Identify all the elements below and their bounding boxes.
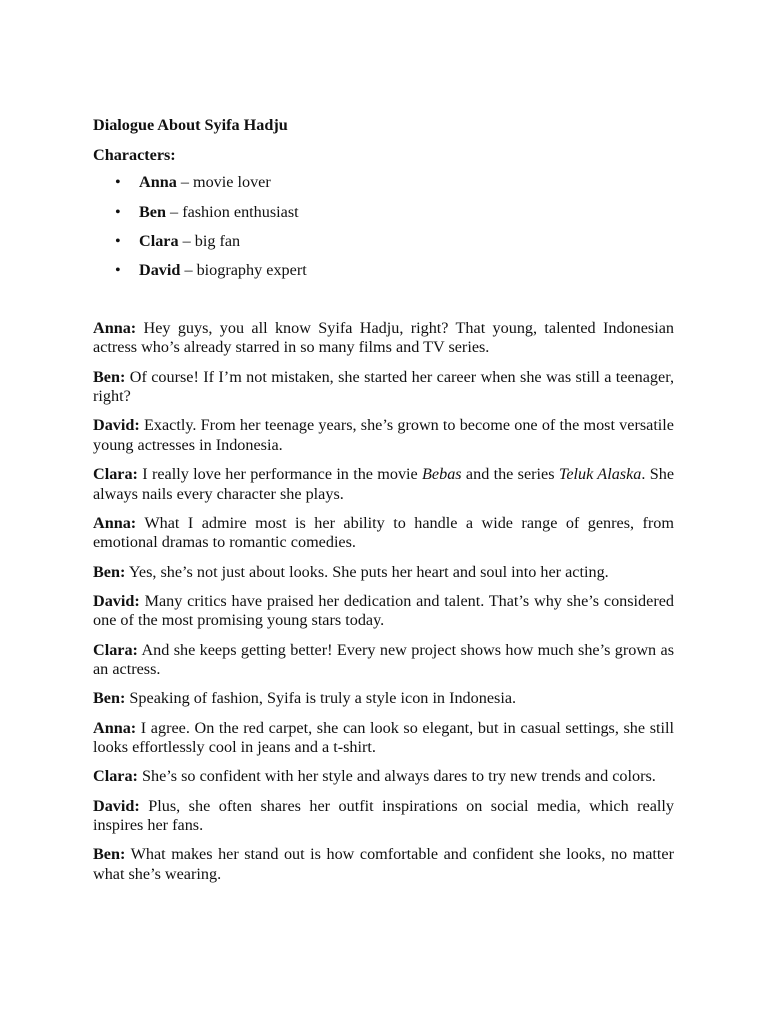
bullet-icon: • — [115, 202, 121, 221]
character-description: – movie lover — [176, 173, 271, 192]
speaker-name: Anna: — [93, 718, 137, 737]
dialogue-section — [93, 319, 674, 885]
dialogue-line — [93, 465, 674, 504]
speaker-name: Anna: — [93, 318, 137, 337]
dialogue-text: Speaking of fashion, Syifa is truly a style icon in Indonesia. — [125, 689, 517, 708]
speaker-name: Anna: — [93, 513, 137, 532]
dialogue-text: I agree. On the red carpet, she can look so elegant, but in casual settings, she still looks effortlessly cool in jeans and a t-shirt. — [93, 718, 674, 757]
character-name: Anna — [139, 173, 177, 192]
speaker-name: Ben: — [93, 562, 126, 581]
character-name: Clara — [139, 231, 179, 250]
character-name: David — [139, 261, 181, 280]
speaker-name: Clara: — [93, 767, 138, 786]
characters-heading: Characters: — [93, 145, 176, 164]
dialogue-line — [93, 641, 674, 680]
dialogue-text: I really love her performance in the movie — [137, 465, 423, 484]
dialogue-line — [93, 319, 674, 358]
dialogue-text: Hey guys, you all know Syifa Hadju, right? That young, talented Indonesian actress who’s already starred in so many films and TV series. — [93, 318, 674, 357]
dialogue-line — [93, 767, 674, 787]
dialogue-text: Exactly. From her teenage years, she’s grown to become one of the most versatile young actresses in Indonesia. — [93, 416, 674, 454]
character-item-anna — [93, 173, 674, 202]
dialogue-text: Many critics have praised her dedication and talent. That’s why she’s considered one of the most promising young stars today. — [93, 591, 674, 630]
dialogue-text: And she keeps getting better! Every new project shows how much she’s grown as an actress. — [93, 640, 674, 679]
character-item-clara — [93, 232, 674, 261]
speaker-name: Clara: — [93, 640, 138, 659]
character-item-ben — [93, 203, 674, 232]
dialogue-line — [93, 689, 674, 709]
dialogue-line — [93, 368, 674, 407]
speaker-name: David: — [93, 416, 140, 435]
speaker-name: Ben: — [93, 367, 126, 386]
character-description: – biography expert — [180, 261, 307, 280]
dialogue-line — [93, 592, 674, 631]
dialogue-line — [93, 514, 674, 553]
dialogue-text: What makes her stand out is how comfortable and confident she looks, no matter what she’s wearing. — [93, 845, 674, 883]
character-item-david — [93, 261, 674, 290]
speaker-name: Ben: — [93, 689, 126, 708]
dialogue-text: What I admire most is her ability to handle a wide range of genres, from emotional dramas to romantic comedies. — [93, 513, 674, 552]
dialogue-line — [93, 845, 674, 884]
bullet-icon: • — [115, 231, 121, 250]
speaker-name: David: — [93, 796, 140, 815]
dialogue-text: Yes, she’s not just about looks. She puts her heart and soul into her acting. — [125, 562, 609, 581]
dialogue-text: She’s so confident with her style and always dares to try new trends and colors. — [137, 767, 656, 786]
dialogue-line — [93, 416, 674, 455]
speaker-name: David: — [93, 591, 140, 610]
dialogue-text: Plus, she often shares her outfit inspirations on social media, which really inspires her fans. — [93, 796, 674, 835]
dialogue-line — [93, 563, 674, 583]
dialogue-text: and the series — [461, 465, 559, 484]
speaker-name: Clara: — [93, 465, 138, 484]
document-title: Dialogue About Syifa Hadju — [93, 116, 288, 134]
italic-title-text: Teluk Alaska — [558, 465, 642, 484]
italic-title-text: Bebas — [422, 465, 462, 484]
document-page — [93, 116, 674, 894]
speaker-name: Ben: — [93, 845, 126, 864]
bullet-icon: • — [115, 261, 121, 280]
dialogue-line — [93, 719, 674, 758]
character-description: – big fan — [178, 231, 241, 250]
character-name: Ben — [139, 202, 166, 221]
dialogue-text: Of course! If I’m not mistaken, she started her career when she was still a teenager, right? — [93, 367, 674, 406]
bullet-icon: • — [115, 173, 121, 192]
characters-list — [93, 173, 674, 291]
dialogue-line — [93, 797, 674, 836]
character-description: – fashion enthusiast — [166, 202, 299, 221]
dialogue-text: . She always nails every character she plays. — [93, 465, 675, 503]
